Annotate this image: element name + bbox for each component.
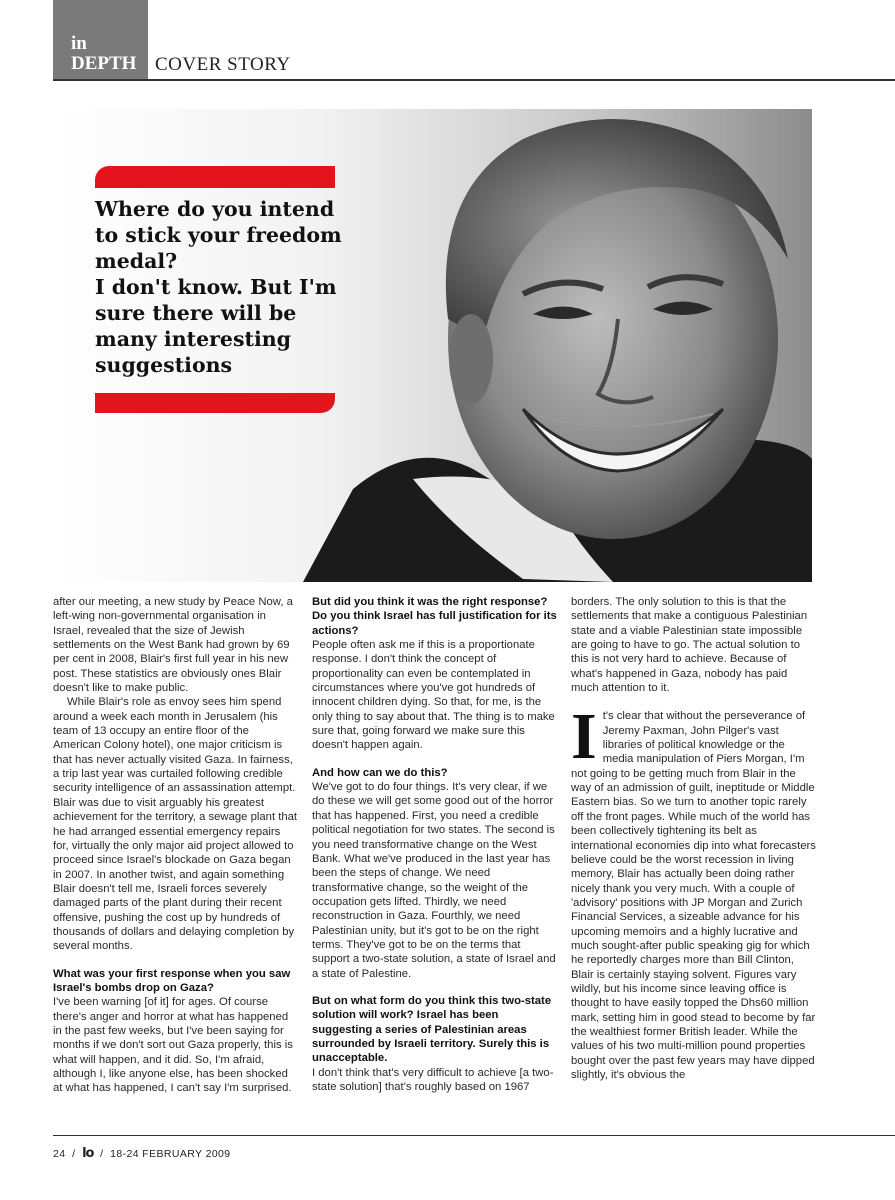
interview-answer: I've been warning [of it] for ages. Of course there's anger and horror at what has happened in the past few weeks, but I've been saying for months if we don't sort out Gaza properly, this is what will happen, and it did. So, I'm afraid, although I, like anyone else, has been shocked at what has happened, I can't say I'm surprised. [53, 996, 293, 1095]
interview-question: But on what form do you think this two-state solution will work? Israel has been suggesting a series of Palestinian areas surrounded by Israeli territory. Surely this is unacceptable. [312, 994, 552, 1065]
article-column-3 [571, 595, 816, 1082]
magazine-logo: lo [82, 1146, 94, 1161]
tag-depth: DEPTH [71, 53, 137, 74]
footer-rule [53, 1135, 895, 1136]
pull-quote [95, 196, 355, 378]
footer-separator: / [72, 1148, 76, 1160]
header-rule [53, 79, 895, 81]
interview-answer: I don't think that's very difficult to achieve [a two-state solution] that's roughly based on 1967 [312, 1066, 554, 1093]
in-depth-tag [53, 0, 148, 80]
paragraph: t's clear that without the perseverance of Jeremy Paxman, John Pilger's vast libraries of political knowledge or the media manipulation of Piers Morgan, I'm not going to be getting much from Blair in the way of an admission of guilt, ineptitude or Middle Eastern bias. So we turn to another topic rarely off the front pages. While much of the world has been collectively tightening its belt as international economies dip into what forecasters believe could be the worst recession in living memory, Blair has actually been doing rather nicely thank you very much. With a couple of 'advisory' positions with JP Morgan and Zurich Financial Services, a sizeable advance for his upcoming memoirs and a highly lucrative and much sought-after public speaking gig for which he reportedly charges more than Bill Clinton, Blair is certainly staying solvent. Figures vary wildly, but his income since leaving office is thought to have easily topped the Dhs60 million mark, setting him in good stead to become by far the wealthiest former British leader. While the values of his two multi-million pound properties bought over the past few years may have dipped slightly, it's obvious the [571, 710, 816, 1081]
interview-question: What was your first response when you saw Israel's bombs drop on Gaza? [53, 967, 291, 994]
footer-separator: / [100, 1148, 104, 1160]
pull-quote-answer: I don't know. But I'm sure there will be many interesting suggestions [95, 275, 337, 377]
paragraph: borders. The only solution to this is that the settlements that make a contiguous Palestinian state and a viable Palestinian state impossible are going to have to go. The actual solution to this is not very hard to achieve. Because of what's happened in Gaza, nobody has paid much attention to it. [571, 596, 808, 695]
drop-cap: I [571, 700, 597, 774]
section-title: COVER STORY [155, 54, 291, 75]
interview-answer: People often ask me if this is a proportionate response. I don't think the concept of proportionality can even be contemplated in circumstances where you've got hundreds of innocent children dying. So that, for me, is the only thing to say about that. The thing is to make sure that, going forward we make sure this doesn't happen again. [312, 639, 555, 752]
interview-question: But did you think it was the right response? Do you think Israel has full justification for its actions? [312, 596, 557, 637]
quote-bar-bottom [95, 393, 335, 413]
page-number: 24 [53, 1148, 66, 1160]
pull-quote-question: Where do you intend to stick your freedom medal? [95, 197, 342, 273]
article-column-1 [53, 595, 298, 1096]
article-column-2 [312, 595, 557, 1094]
interview-question: And how can we do this? [312, 766, 448, 779]
quote-bar-top [95, 166, 335, 188]
page-footer [53, 1146, 231, 1161]
paragraph: after our meeting, a new study by Peace Now, a left-wing non-governmental organisation in Israel, revealed that the size of Jewish settlements on the West Bank had grown by 69 per cent in 2008, Blair's first full year in his new post. These statistics are obviously ones Blair doesn't like to make public. [53, 596, 293, 695]
interview-answer: We've got to do four things. It's very clear, if we do these we will get some good out of the horror that has happened. First, you need a credible political negotiation for two states. The second is you need transformative change on the West Bank. What we've produced in the last year has been the steps of change. We need transformative change, so the weight of the occupation gets lifted. Thirdly, we need reconstruction in Gaza. Fourthly, we need Palestinian unity, but it's got to be on the right terms. They've got to be on the terms that support a two-state solution, a state of Israel and a state of Palestine. [312, 781, 556, 980]
drop-cap-paragraph [571, 700, 816, 1082]
tag-in: in [71, 33, 87, 54]
paragraph: While Blair's role as envoy sees him spend around a week each month in Jerusalem (his team of 13 occupy an entire floor of the American Colony hotel), one major criticism is that has never actually visited Gaza. In fairness, a trip last year was curtailed following credible security intelligence of an assassination attempt. Blair was due to visit arguably his greatest achievement for the territory, a sewage plant that he had arranged essential emergency repairs for, virtually the only major aid project allowed to proceed since Israel's blockade on Gaza began in 2007. In another twist, and again something Blair doesn't tell me, Israeli forces severely damaged parts of the plant during their recent offensive, pushing the cost up by hundreds of thousands of dollars and delaying completion by several months. [53, 696, 298, 953]
issue-date: 18-24 FEBRUARY 2009 [110, 1148, 231, 1160]
